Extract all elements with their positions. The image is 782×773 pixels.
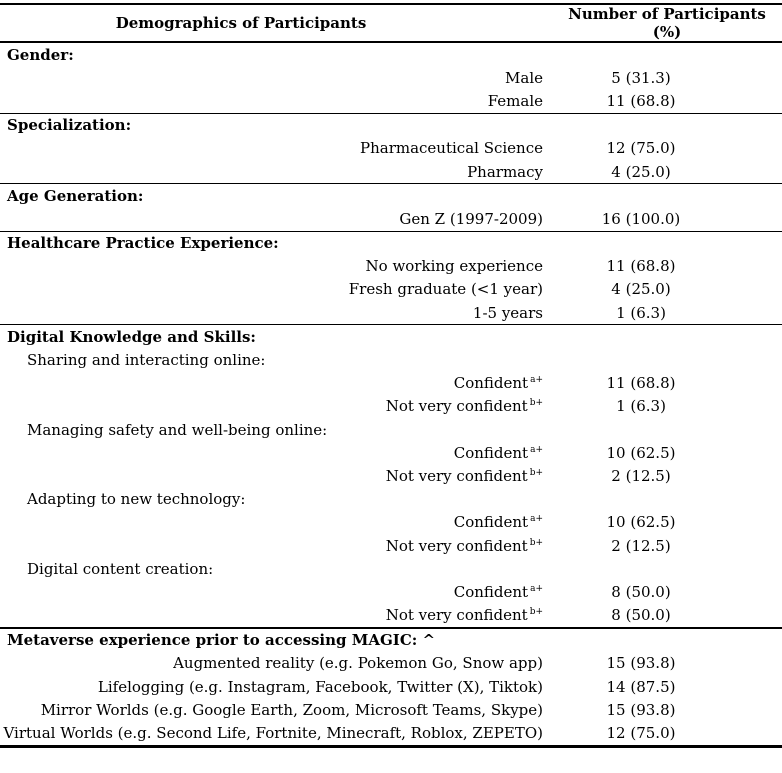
footnote-marker: b+ (529, 467, 543, 478)
row-label-text: Virtual Worlds (e.g. Second Life, Fortnite, Minecraft, Roblox, ZEPETO) (3, 724, 543, 743)
row-value: 10 (62.5) (606, 513, 676, 532)
row-label (0, 581, 552, 603)
footnote-marker: b+ (529, 537, 543, 548)
row-label: Digital Knowledge and Skills: (7, 327, 256, 346)
row-label-text: Confident (453, 374, 529, 393)
item-row (0, 395, 782, 418)
row-value: 1 (6.3) (616, 397, 666, 416)
row-value: 1 (6.3) (616, 303, 666, 322)
footnote-marker: a+ (530, 583, 543, 594)
section-row (0, 184, 782, 207)
section-row (0, 629, 782, 652)
subsection-row (0, 488, 782, 511)
row-label: Healthcare Practice Experience: (7, 234, 279, 253)
row-value: 10 (62.5) (606, 443, 676, 462)
row-value: 11 (68.8) (606, 91, 676, 110)
section-row (0, 43, 782, 66)
footnote-marker: a+ (530, 444, 543, 455)
row-value: 12 (75.0) (606, 139, 676, 158)
row-label (0, 465, 552, 487)
item-row (0, 137, 782, 160)
row-value: 8 (50.0) (611, 606, 671, 625)
row-value: 14 (87.5) (606, 677, 676, 696)
row-value: 5 (31.3) (611, 68, 671, 87)
row-label-text: Augmented reality (e.g. Pokemon Go, Snow app) (173, 654, 543, 673)
row-label-text: 1-5 years (472, 303, 543, 322)
row-value: 4 (25.0) (611, 162, 671, 181)
item-row (0, 278, 782, 301)
row-label-text: Pharmaceutical Science (360, 139, 543, 158)
item-row (0, 534, 782, 557)
row-label (0, 652, 552, 674)
table-header-row (0, 5, 782, 41)
item-row (0, 698, 782, 721)
section-row (0, 114, 782, 137)
item-row (0, 464, 782, 487)
item-row (0, 66, 782, 89)
item-row (0, 89, 782, 112)
row-label: Specialization: (7, 116, 132, 135)
table-bottom-border (0, 745, 782, 748)
row-label-text: Confident (453, 443, 529, 462)
item-row (0, 207, 782, 230)
row-value: 8 (50.0) (611, 582, 671, 601)
item-row (0, 511, 782, 534)
item-row (0, 580, 782, 603)
row-label (0, 442, 552, 464)
item-row (0, 441, 782, 464)
footnote-marker: b+ (529, 607, 543, 618)
row-label-text: Not very confident (385, 466, 528, 485)
row-label (0, 372, 552, 394)
row-label: Gender: (7, 45, 74, 64)
row-value: 2 (12.5) (611, 466, 671, 485)
row-label (0, 395, 552, 417)
row-label (0, 161, 552, 183)
row-label-text: Confident (453, 513, 529, 532)
row-label (0, 535, 552, 557)
row-value: 2 (12.5) (611, 536, 671, 555)
row-value: 4 (25.0) (611, 280, 671, 299)
row-label-text: Not very confident (385, 536, 528, 555)
row-label (0, 90, 552, 112)
row-label: Metaverse experience prior to accessing MAGIC: ^ (7, 631, 436, 650)
row-label-text: Fresh graduate (<1 year) (348, 280, 543, 299)
footnote-marker: b+ (529, 398, 543, 409)
row-label-text: Gen Z (1997-2009) (399, 209, 543, 228)
table-body (0, 43, 782, 745)
row-label (0, 699, 552, 721)
row-label (0, 67, 552, 89)
row-label: Adapting to new technology: (27, 490, 246, 509)
section-row (0, 232, 782, 255)
footnote-marker: a+ (530, 375, 543, 386)
row-label: Sharing and interacting online: (27, 351, 266, 370)
row-label (0, 676, 552, 698)
row-value: 11 (68.8) (606, 257, 676, 276)
row-label-text: Not very confident (385, 606, 528, 625)
row-label-text: Female (487, 91, 543, 110)
section-row (0, 325, 782, 348)
row-label (0, 511, 552, 533)
row-value: 16 (100.0) (601, 209, 681, 228)
subsection-row (0, 418, 782, 441)
row-label (0, 278, 552, 300)
row-value: 15 (93.8) (606, 654, 676, 673)
row-label-text: Male (505, 68, 543, 87)
item-row (0, 721, 782, 744)
row-label: Managing safety and well-being online: (27, 420, 328, 439)
row-value: 11 (68.8) (606, 374, 676, 393)
column-header-demographics: Demographics of Participants (115, 14, 367, 32)
subsection-row (0, 557, 782, 580)
item-row (0, 372, 782, 395)
row-label (0, 255, 552, 277)
item-row (0, 652, 782, 675)
row-label-text: No working experience (365, 257, 543, 276)
row-label (0, 604, 552, 626)
row-label: Age Generation: (7, 186, 144, 205)
row-value: 15 (93.8) (606, 700, 676, 719)
row-label (0, 722, 552, 744)
row-label-text: Not very confident (385, 397, 528, 416)
row-label: Digital content creation: (27, 559, 214, 578)
row-label (0, 302, 552, 324)
row-value: 12 (75.0) (606, 724, 676, 743)
item-row (0, 604, 782, 627)
footnote-marker: a+ (530, 514, 543, 525)
item-row (0, 160, 782, 183)
column-header-number-of-participants: Number of Participants (%) (568, 5, 766, 41)
row-label-text: Lifelogging (e.g. Instagram, Facebook, Twitter (X), Tiktok) (97, 677, 543, 696)
item-row (0, 255, 782, 278)
item-row (0, 301, 782, 324)
row-label-text: Pharmacy (467, 162, 543, 181)
row-label-text: Mirror Worlds (e.g. Google Earth, Zoom, Microsoft Teams, Skype) (40, 700, 543, 719)
row-label (0, 208, 552, 230)
row-label-text: Confident (453, 582, 529, 601)
subsection-row (0, 348, 782, 371)
row-label (0, 137, 552, 159)
item-row (0, 675, 782, 698)
